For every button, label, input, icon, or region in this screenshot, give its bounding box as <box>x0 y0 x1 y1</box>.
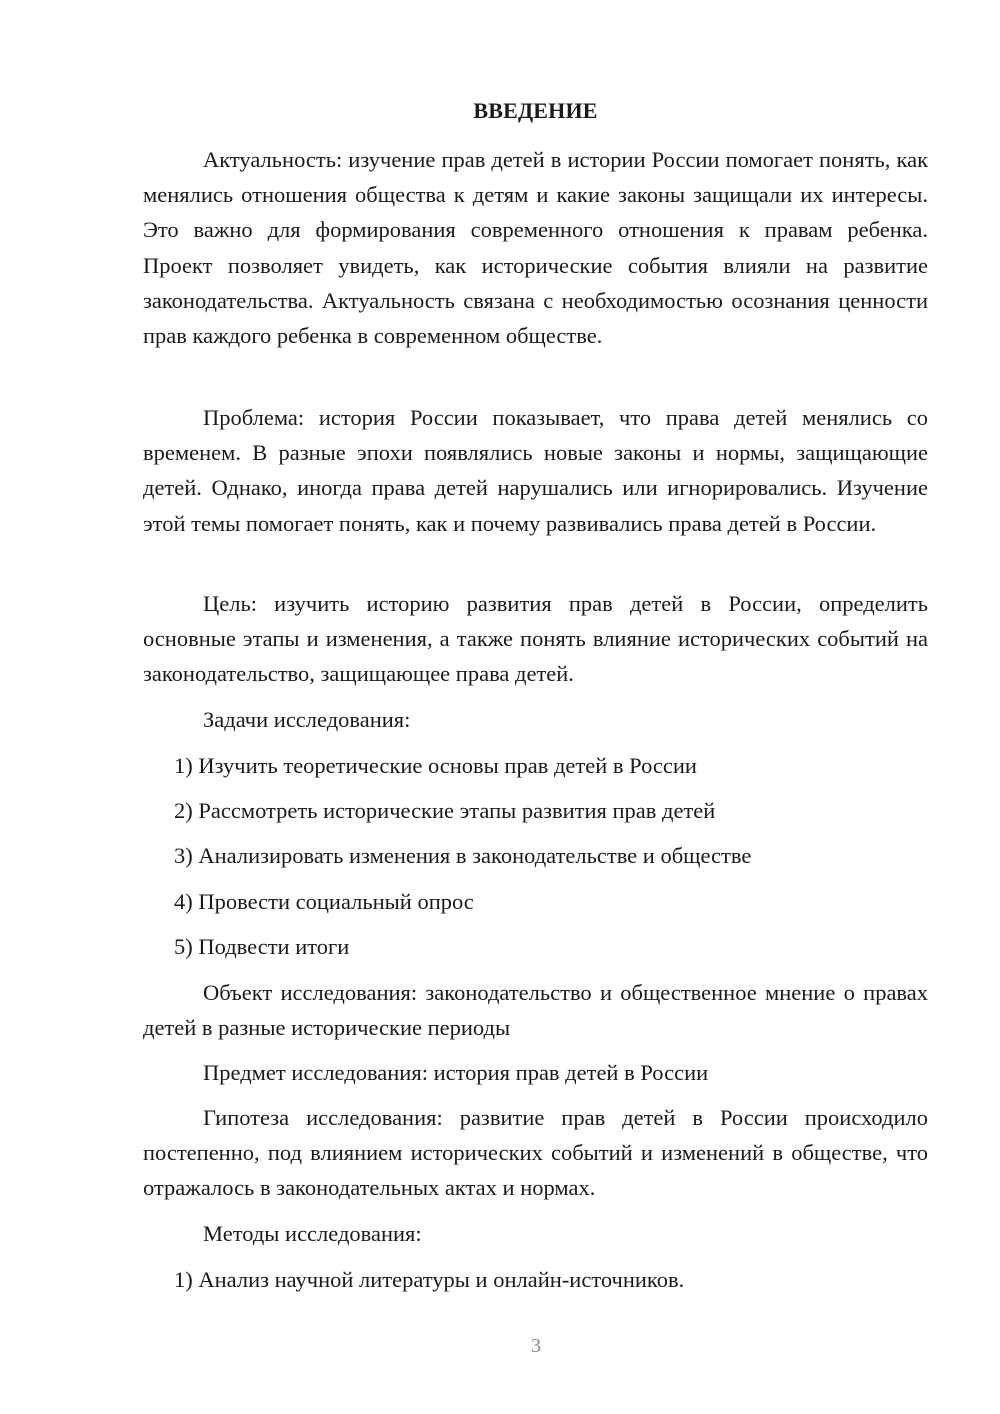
problem-paragraph: Проблема: история России показывает, что права детей менялись со временем. В разные эпохи появлялись новые законы и нормы, защищающие детей. Однако, иногда права детей нарушались или игнорировались. Изучение этой темы помогает понять, как и почему развивались права детей в России. <box>143 405 928 536</box>
method-item: 1) Анализ научной литературы и онлайн-источников. <box>174 1267 685 1292</box>
hypothesis-paragraph: Гипотеза исследования: развитие прав детей в России происходило постепенно, под влиянием исторических событий и изменений в обществе, что отражалось в законодательных актах и нормах. <box>143 1105 928 1201</box>
goal-paragraph: Цель: изучить историю развития прав детей в России, определить основные этапы и изменения, а также понять влияние исторических событий на законодательство, защищающее права детей. <box>143 591 928 687</box>
task-item: 2) Рассмотреть исторические этапы развития прав детей <box>174 798 716 823</box>
tasks-heading: Задачи исследования: <box>203 707 411 732</box>
task-item: 1) Изучить теоретические основы прав детей в России <box>174 753 697 778</box>
object-paragraph: Объект исследования: законодательство и общественное мнение о правах детей в разные исторические периоды <box>143 980 928 1041</box>
task-item: 4) Провести социальный опрос <box>174 889 474 914</box>
relevance-paragraph: Актуальность: изучение прав детей в истории России помогает понять, как менялись отношения общества к детям и какие законы защищали их интересы. Это важно для формирования современного отношения к правам ребенка. Проект позволяет увидеть, как исторические события влияли на развитие законодательства. Актуальность связана с необходимостью осознания ценности прав каждого ребенка в современном обществе. <box>143 147 928 349</box>
page-number: 3 <box>531 1335 541 1357</box>
task-item: 5) Подвести итоги <box>174 934 350 959</box>
task-item: 3) Анализировать изменения в законодательстве и обществе <box>174 843 752 868</box>
methods-heading: Методы исследования: <box>203 1221 422 1246</box>
subject-line: Предмет исследования: история прав детей в России <box>203 1060 709 1085</box>
section-title: ВВЕДЕНИЕ <box>473 98 598 123</box>
